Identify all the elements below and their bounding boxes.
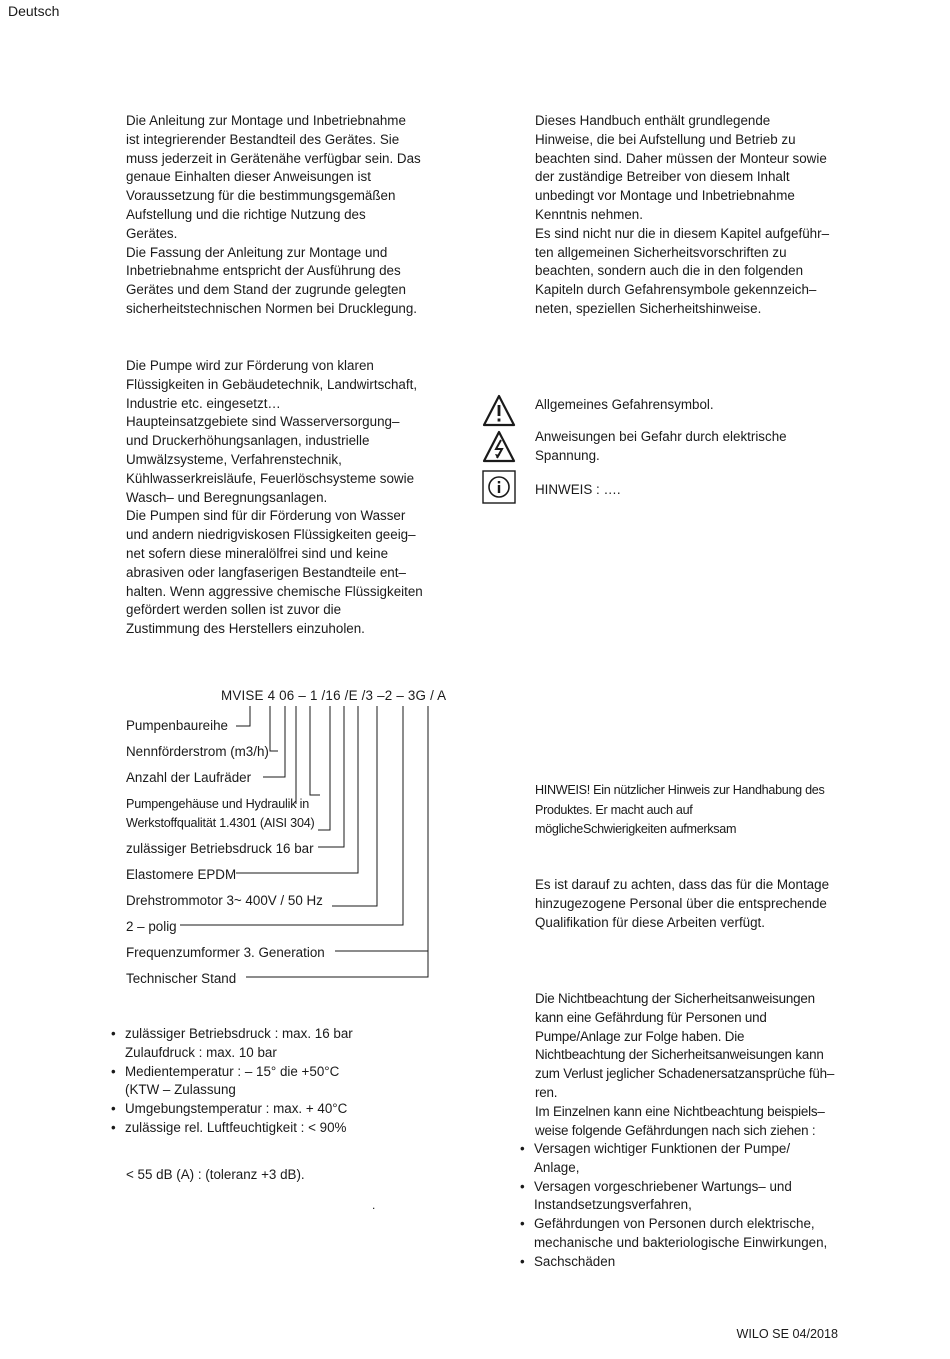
type-key-label: Drehstrommotor 3~ 400V / 50 Hz	[126, 893, 323, 908]
type-key-label: Nennförderstrom (m3/h)	[126, 744, 269, 759]
type-key-code: MVISE 4 06 – 1 /16 /E /3 –2 – 3G / A	[221, 688, 447, 703]
symbol-row	[482, 470, 882, 504]
bullet: •	[520, 1216, 525, 1232]
list-item	[111, 1100, 353, 1119]
connector-line	[236, 706, 358, 873]
type-key-label: Frequenzumformer 3. Generation	[126, 945, 325, 960]
list-item-text: Zulaufdruck : max. 10 bar	[125, 1044, 277, 1060]
bullet: •	[111, 1026, 116, 1041]
consequences-paragraph: Die Nichtbeachtung der Sicherheitsanweisungen kann eine Gefährdung für Personen und Pumpe/Anlage zur Folge haben. Die Nichtbeachtung der Sicherheitsanweisungen kann zum Verlust jeglicher Schadenersatzansprüche füh– ren. Im Einzelnen kann eine Nichtbeachtung beispiels– weise folgende Gefährdungen nach sich ziehen :	[535, 991, 835, 1138]
list-item-text: Versagen wichtiger Funktionen der Pumpe/ Anlage,	[534, 1141, 791, 1175]
bullet: •	[111, 1119, 116, 1135]
bullet: •	[520, 1178, 525, 1194]
symbol-row	[482, 394, 882, 428]
electrical-hazard-icon	[482, 430, 516, 464]
type-key-label: 2 – polig	[126, 919, 177, 934]
symbol-description: HINWEIS : ….	[535, 482, 621, 497]
type-key-label: Pumpenbaureihe	[126, 718, 228, 733]
list-item-text: Umgebungstemperatur : max. + 40°C	[125, 1101, 348, 1117]
type-key-label: Elastomere EPDM	[126, 867, 237, 882]
type-key-label: Anzahl der Laufräder	[126, 770, 252, 785]
info-icon	[482, 470, 516, 504]
bullet: •	[520, 1141, 525, 1156]
list-item	[111, 1044, 353, 1063]
list-item-text: Gefährdungen von Personen durch elektrische, mechanische und bakteriologische Einwirkungen,	[534, 1216, 828, 1250]
list-item	[520, 1253, 850, 1272]
list-item-text: (KTW – Zulassung	[125, 1082, 236, 1098]
symbol-description: Allgemeines Gefahrensymbol.	[535, 397, 714, 412]
symbol-row	[482, 430, 882, 466]
connector-line	[236, 706, 250, 726]
language-label: Deutsch	[8, 3, 60, 19]
list-item	[111, 1025, 353, 1044]
type-key-label: Pumpengehäuse und Hydraulik in	[126, 797, 310, 811]
footer-text: WILO SE 04/2018	[736, 1327, 838, 1341]
list-item	[111, 1063, 353, 1082]
list-item-text: zulässiger Betriebsdruck : max. 16 bar	[125, 1026, 353, 1041]
technical-data-list	[111, 1025, 353, 1138]
list-item-text: Versagen vorgeschriebener Wartungs– und Instandsetzungsverfahren,	[534, 1178, 792, 1213]
bullet: •	[520, 1253, 525, 1269]
hazards-list	[520, 1140, 850, 1272]
bullet: •	[111, 1101, 116, 1117]
hinweis-paragraph: HINWEIS! Ein nützlicher Hinweis zur Handhabung des Produktes. Er macht auch auf möglicheSchwierigkeiten aufmerksam	[535, 783, 825, 836]
stray-dot: .	[372, 1198, 376, 1212]
connector-line	[318, 706, 330, 830]
list-item	[520, 1178, 850, 1216]
list-item	[111, 1119, 353, 1138]
type-key-label: Werkstoffqualität 1.4301 (AISI 304)	[126, 816, 315, 830]
connector-line	[332, 706, 377, 906]
list-item	[520, 1215, 850, 1253]
connector-line	[310, 706, 320, 795]
list-item	[111, 1081, 353, 1100]
usage-paragraph: Die Pumpe wird zur Förderung von klaren Flüssigkeiten in Gebäudetechnik, Landwirtschaft, Industrie etc. eingesetzt… Haupteinsatzgebiete sind Wasserversorgung– und Druckerhöhungsanlagen, industrielle Umwälzsysteme, Verfahrenstechnik, Kühlwasserkreisläufe, Feuerlöschsysteme sowie Wasch– und Beregnungsanlagen. Die Pumpen sind für dir Förderung von Wasser und andern niedrigviskosen Flüssigkeiten geeig– net sofern diese mineralölfrei sind und keine abrasiven oder langfaserigen Bestandteile ent– halten. Wenn aggressive chemische Flüssigkeiten gefördert werden sollen ist zuvor die Zustimmung des Herstellers einzuholen.	[126, 358, 423, 637]
symbol-description: Anweisungen bei Gefahr durch elektrische Spannung.	[535, 429, 787, 463]
list-item-text: zulässige rel. Luftfeuchtigkeit : < 90%	[125, 1119, 347, 1135]
connector-line	[246, 951, 428, 977]
list-item-text: Sachschäden	[534, 1253, 616, 1269]
connector-line	[263, 706, 285, 777]
connector-line	[180, 706, 403, 925]
type-key-label: zulässiger Betriebsdruck 16 bar	[126, 841, 314, 856]
safety-intro-paragraph: Dieses Handbuch enthält grundlegende Hinweise, die bei Aufstellung und Betrieb zu beachten sind. Daher müssen der Monteur sowie der zuständige Betreiber von diesem Inhalt unbedingt vor Montage und Inbetriebnahme Kenntnis nehmen. Es sind nicht nur die in diesem Kapitel aufgeführ– ten allgemeinen Sicherheitsvorschriften zu beachten, sondern auch die in den folgenden Kapiteln durch Gefahrensymbole gekennzeich– neten, speziellen Sicherheitshinweise.	[535, 113, 830, 316]
type-key-label: Technischer Stand	[126, 971, 237, 986]
connector-line	[270, 706, 278, 751]
bullet: •	[111, 1063, 116, 1079]
noise-level-text: < 55 dB (A) : (toleranz +3 dB).	[126, 1167, 305, 1182]
connector-line	[335, 706, 428, 951]
connector-line	[318, 706, 344, 847]
intro-paragraph: Die Anleitung zur Montage und Inbetriebnahme ist integrierender Bestandteil des Gerätes. Sie muss jederzeit in Gerätenähe verfügbar sein. Das genaue Einhalten dieser Anweisungen ist Voraussetzung für die bestimmungsgemäßen Aufstellung und die richtige Nutzung des Gerätes. Die Fassung der Anleitung zur Montage und Inbetriebnahme entspricht der Ausführung des Gerätes und dem Stand der zugrunde gelegten sicherheitstechnischen Normen bei Drucklegung.	[126, 113, 421, 316]
warning-triangle-icon	[482, 394, 516, 428]
list-item	[520, 1140, 850, 1178]
list-item-text: Medientemperatur : – 15° die +50°C	[125, 1063, 340, 1079]
personnel-paragraph: Es ist darauf zu achten, dass das für die Montage hinzugezogene Personal über die entsprechende Qualifikation für diese Arbeiten verfügt.	[535, 877, 830, 930]
